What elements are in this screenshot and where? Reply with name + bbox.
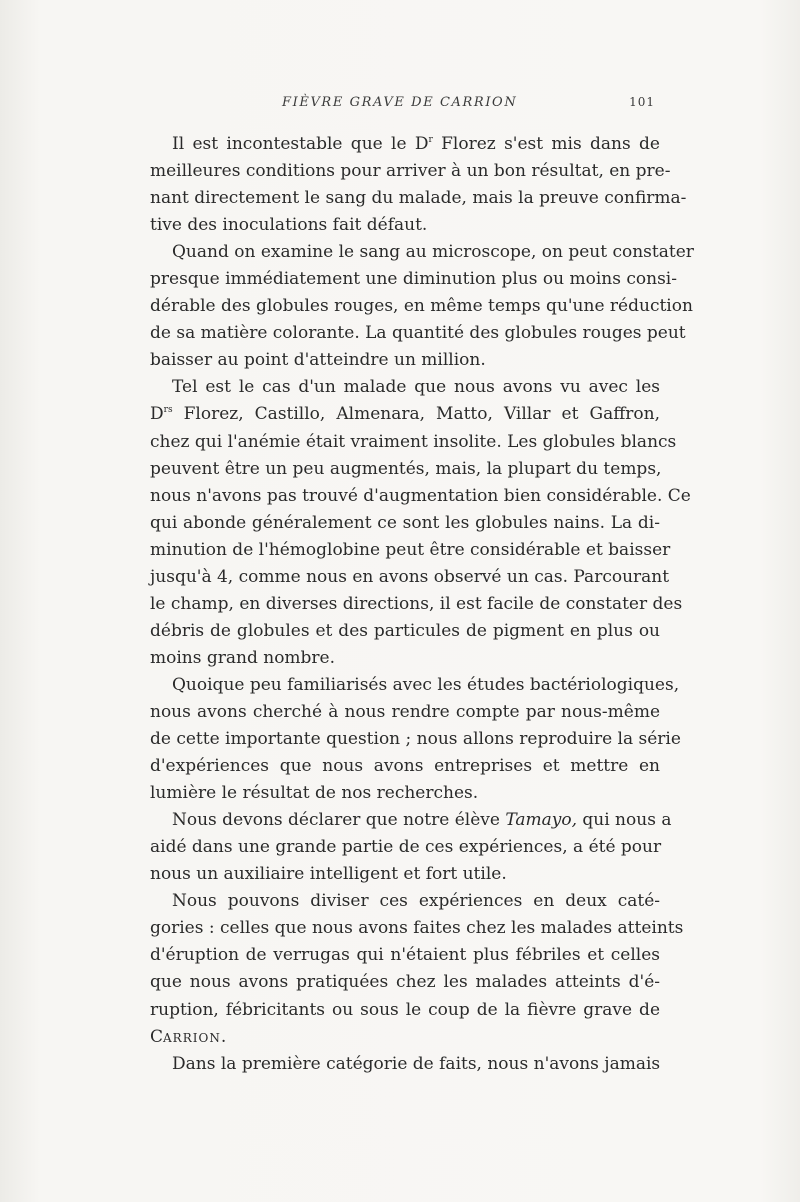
text-line: tive des inoculations fait défaut. (150, 215, 428, 236)
text-line: CARRION. (150, 1026, 227, 1047)
text-line: Dans la première catégorie de faits, nous n'avons jamais (172, 1053, 661, 1074)
text-line: que nous avons pratiquées chez les malades atteints d'é- (150, 972, 660, 993)
text-line: Quoique peu familiarisés avec les études bactériologiques, (172, 674, 680, 695)
text-line: de cette importante question ; nous allons reproduire la série (150, 729, 681, 750)
paragraph (150, 131, 687, 239)
text-line: d'expériences que nous avons entreprises et mettre en (150, 756, 660, 777)
text-line: lumière le résultat de nos recherches. (150, 783, 479, 804)
text-line: meilleures conditions pour arriver à un bon résultat, en pre- (150, 161, 671, 182)
text-line: nant directement le sang du malade, mais la preuve confirma- (150, 188, 687, 209)
text-line: gories : celles que nous avons faites chez les malades atteints (150, 918, 684, 939)
paragraph (150, 374, 691, 672)
text-line: minution de l'hémoglobine peut être considérable et baisser (150, 539, 671, 560)
text-line: d'éruption de verrugas qui n'étaient plus fébriles et celles (150, 945, 660, 966)
text-line: qui abonde généralement ce sont les globules nains. La di- (150, 512, 660, 533)
page-number: 101 (629, 95, 655, 109)
student-name: Tamayo, (505, 810, 577, 831)
text-line: nous avons cherché à nous rendre compte par nous-même (150, 701, 660, 722)
paragraph (150, 1051, 660, 1078)
text-line: le champ, en diverses directions, il est facile de constater des (150, 593, 683, 614)
text-line: aidé dans une grande partie de ces expériences, a été pour (150, 837, 662, 858)
text-line: peuvent être un peu augmentés, mais, la plupart du temps, (150, 458, 662, 479)
text-line: ruption, fébricitants ou sous le coup de la fièvre grave de (150, 999, 660, 1020)
text-line: de sa matière colorante. La quantité des globules rouges peut (150, 323, 686, 344)
text-line: Nous devons déclarer que notre élève Tamayo, qui nous a (172, 810, 672, 831)
text-line: $D^{rs}$ Florez, Castillo, Almenara, Matto, Villar et Gaffron, (150, 404, 660, 425)
paragraph (150, 672, 681, 807)
text-line: Nous pouvons diviser ces expériences en deux caté- (172, 891, 660, 912)
text-line: nous n'avons pas trouvé d'augmentation bien considérable. Ce (150, 485, 691, 506)
text-line: débris de globules et des particules de pigment en plus ou (150, 620, 660, 641)
text-line: presque immédiatement une diminution plus ou moins consi- (150, 269, 677, 290)
paragraph (150, 239, 694, 374)
paragraph (150, 888, 684, 1050)
running-head: FIÈVRE GRAVE DE CARRION (282, 95, 518, 110)
text-line: baisser au point d'atteindre un million. (150, 350, 486, 371)
text-line: moins grand nombre. (150, 647, 336, 668)
body-text (150, 131, 694, 1078)
page-header (170, 95, 655, 119)
superscript: r (428, 135, 433, 145)
text-line: dérable des globules rouges, en même temps qu'une réduction (150, 296, 693, 317)
text-line: Il est incontestable que le $D^r$ Florez s'est mis dans de (172, 134, 660, 154)
paragraph (150, 807, 672, 888)
text-line: Quand on examine le sang au microscope, on peut constater (172, 242, 694, 263)
text-line: Tel est le cas d'un malade que nous avons vu avec les (172, 377, 660, 398)
superscript: rs (163, 405, 173, 416)
text-line: jusqu'à 4, comme nous en avons observé un cas. Parcourant (150, 566, 670, 587)
text-line: nous un auxiliaire intelligent et fort utile. (150, 864, 507, 885)
text-line: chez qui l'anémie était vraiment insolite. Les globules blancs (150, 431, 677, 452)
